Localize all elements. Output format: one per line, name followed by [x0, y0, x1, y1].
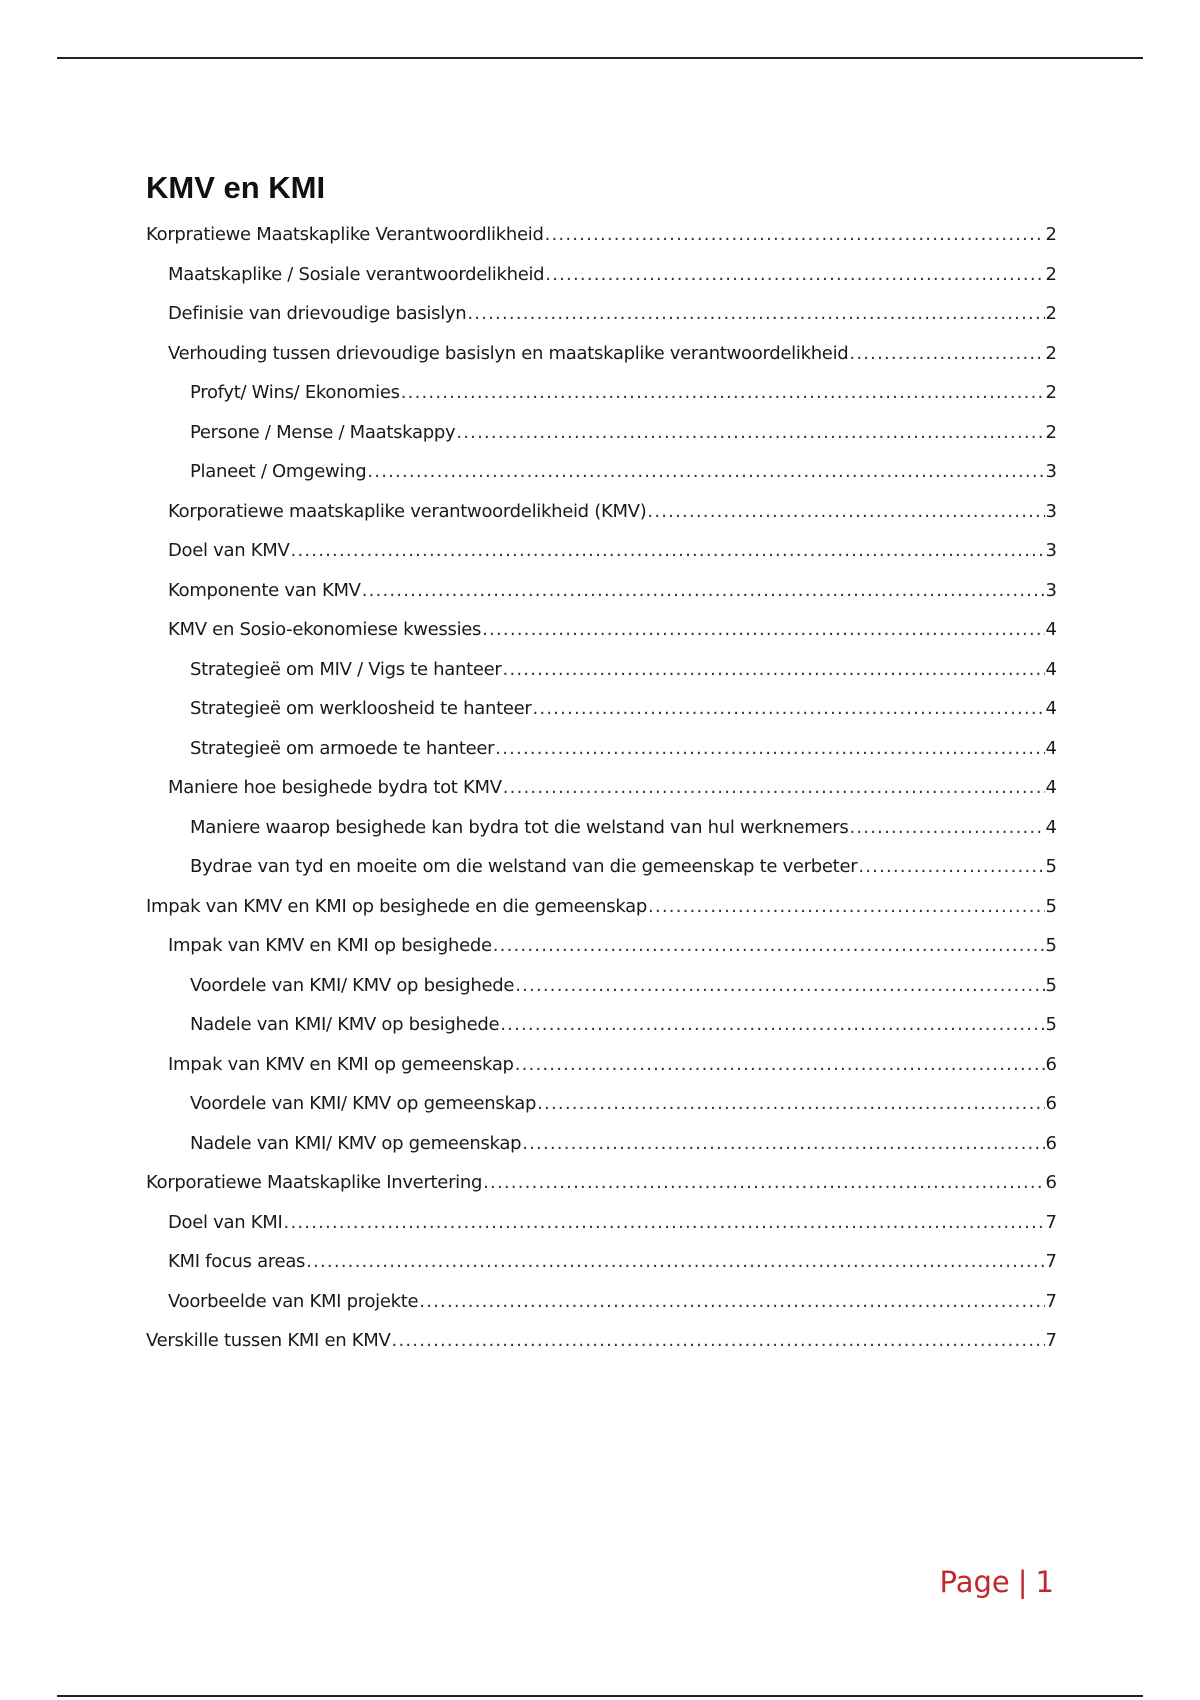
toc-entry-title: Maatskaplike / Sosiale verantwoordelikheid — [168, 263, 545, 285]
toc-dot-leader — [493, 931, 1045, 961]
toc-entry-title: Nadele van KMI/ KMV op besighede — [190, 1014, 500, 1035]
toc-entry-page-number: 3 — [1045, 579, 1057, 601]
toc-entry[interactable] — [146, 418, 1057, 458]
page-label: Page — [939, 1565, 1010, 1599]
toc-entry[interactable] — [146, 931, 1057, 971]
toc-entry-page-number: 7 — [1045, 1251, 1057, 1272]
toc-entry-page-number: 2 — [1045, 421, 1057, 443]
toc-entry[interactable] — [146, 457, 1057, 497]
toc-entry[interactable] — [146, 378, 1057, 418]
toc-entry-page-number: 4 — [1045, 619, 1057, 640]
toc-dot-leader — [849, 813, 1044, 843]
footer-rule — [57, 1695, 1143, 1697]
toc-entry-title: Impak van KMV en KMI op besighede en die gemeenskap — [146, 895, 648, 917]
toc-entry-title: Korpratiewe Maatskaplike Verantwoordlikheid — [146, 224, 544, 245]
toc-entry-page-number: 6 — [1045, 1132, 1057, 1154]
toc-entry[interactable] — [146, 1168, 1057, 1208]
toc-entry-title: Planeet / Omgewing — [190, 461, 367, 482]
toc-dot-leader — [392, 1326, 1045, 1356]
toc-dot-leader — [482, 615, 1044, 645]
toc-entry[interactable] — [146, 971, 1057, 1011]
toc-entry-title: KMV en Sosio-ekonomiese kwessies — [168, 619, 482, 640]
toc-dot-leader — [545, 260, 1044, 290]
toc-entry[interactable] — [146, 1287, 1057, 1327]
toc-entry-page-number: 7 — [1045, 1290, 1057, 1312]
toc-entry-title: Korporatiewe Maatskaplike Invertering — [146, 1172, 483, 1193]
toc-entry[interactable] — [146, 299, 1057, 339]
toc-entry-page-number: 7 — [1045, 1211, 1057, 1233]
toc-entry[interactable] — [146, 694, 1057, 734]
toc-entry-page-number: 5 — [1045, 856, 1057, 877]
toc-entry-page-number: 7 — [1045, 1330, 1057, 1351]
toc-entry[interactable] — [146, 734, 1057, 774]
page-separator: | — [1017, 1565, 1028, 1599]
toc-entry-page-number: 6 — [1045, 1093, 1057, 1114]
toc-entry-page-number: 4 — [1045, 777, 1057, 798]
toc-entry-title: Strategieë om werkloosheid te hanteer — [190, 698, 532, 719]
toc-entry-title: Nadele van KMI/ KMV op gemeenskap — [190, 1132, 522, 1154]
toc-dot-leader — [515, 1050, 1045, 1080]
toc-entry-page-number: 4 — [1045, 658, 1057, 680]
toc-entry-title: Voordele van KMI/ KMV op gemeenskap — [190, 1093, 537, 1114]
toc-dot-leader — [306, 1247, 1044, 1277]
toc-entry[interactable] — [146, 1247, 1057, 1287]
toc-entry-title: Strategieë om armoede te hanteer — [190, 737, 495, 759]
toc-entry-page-number: 2 — [1045, 382, 1057, 403]
toc-entry[interactable] — [146, 339, 1057, 379]
toc-entry-page-number: 2 — [1045, 342, 1057, 364]
toc-dot-leader — [545, 220, 1045, 250]
toc-entry-title: Verskille tussen KMI en KMV — [146, 1330, 391, 1351]
toc-entry[interactable] — [146, 813, 1057, 853]
toc-entry[interactable] — [146, 1050, 1057, 1090]
toc-entry-title: Maniere waarop besighede kan bydra tot die welstand van hul werknemers — [190, 816, 849, 838]
toc-entry-page-number: 3 — [1045, 461, 1057, 482]
toc-dot-leader — [401, 378, 1045, 408]
toc-dot-leader — [503, 773, 1045, 803]
toc-entry-title: Bydrae van tyd en moeite om die welstand van die gemeenskap te verbeter — [190, 856, 858, 877]
toc-dot-leader — [500, 1010, 1044, 1040]
toc-entry-title: Voordele van KMI/ KMV op besighede — [190, 974, 515, 996]
toc-entry-page-number: 2 — [1045, 224, 1057, 245]
toc-dot-leader — [647, 497, 1044, 527]
toc-entry-page-number: 3 — [1045, 540, 1057, 561]
toc-entry-title: Persone / Mense / Maatskappy — [190, 421, 456, 443]
toc-entry-title: Profyt/ Wins/ Ekonomies — [190, 382, 400, 403]
toc-entry-page-number: 4 — [1045, 737, 1057, 759]
toc-entry[interactable] — [146, 497, 1057, 537]
toc-entry-title: Impak van KMV en KMI op besighede — [168, 935, 492, 956]
toc-entry-page-number: 2 — [1045, 263, 1057, 285]
toc-dot-leader — [284, 1208, 1045, 1238]
toc-entry-page-number: 4 — [1045, 816, 1057, 838]
toc-entry[interactable] — [146, 1129, 1057, 1169]
toc-entry-title: Impak van KMV en KMI op gemeenskap — [168, 1053, 514, 1075]
toc-entry-page-number: 6 — [1045, 1053, 1057, 1075]
document-title: KMV en KMI — [146, 170, 326, 205]
toc-dot-leader — [522, 1129, 1044, 1159]
toc-dot-leader — [537, 1089, 1044, 1119]
toc-dot-leader — [849, 339, 1044, 369]
toc-entry-title: Doel van KMI — [168, 1211, 283, 1233]
toc-dot-leader — [291, 536, 1045, 566]
toc-entry-title: Voorbeelde van KMI projekte — [168, 1290, 419, 1312]
toc-entry[interactable] — [146, 536, 1057, 576]
page-number: 1 — [1035, 1565, 1054, 1599]
toc-dot-leader — [515, 971, 1044, 1001]
toc-entry-page-number: 3 — [1045, 500, 1057, 522]
table-of-contents — [146, 220, 1057, 1366]
toc-entry[interactable] — [146, 1010, 1057, 1050]
toc-entry-page-number: 6 — [1045, 1172, 1057, 1193]
toc-dot-leader — [648, 892, 1045, 922]
toc-dot-leader — [532, 694, 1044, 724]
toc-entry[interactable] — [146, 220, 1057, 260]
toc-dot-leader — [483, 1168, 1044, 1198]
toc-entry[interactable] — [146, 615, 1057, 655]
header-rule — [57, 57, 1143, 59]
toc-entry-title: Korporatiewe maatskaplike verantwoordelikheid (KMV) — [168, 500, 647, 522]
toc-entry[interactable] — [146, 260, 1057, 300]
toc-entry-page-number: 5 — [1045, 935, 1057, 956]
toc-entry-page-number: 5 — [1045, 974, 1057, 996]
toc-dot-leader — [456, 418, 1044, 448]
toc-entry-title: Definisie van drievoudige basislyn — [168, 303, 467, 324]
toc-entry-title: KMI focus areas — [168, 1251, 306, 1272]
toc-dot-leader — [367, 457, 1044, 487]
toc-entry-page-number: 5 — [1045, 895, 1057, 917]
toc-entry[interactable] — [146, 1208, 1057, 1248]
toc-entry-title: Verhouding tussen drievoudige basislyn en maatskaplike verantwoordelikheid — [168, 342, 849, 364]
toc-entry[interactable] — [146, 773, 1057, 813]
toc-dot-leader — [495, 734, 1044, 764]
toc-entry-page-number: 4 — [1045, 698, 1057, 719]
toc-dot-leader — [858, 852, 1044, 882]
toc-entry-title: Maniere hoe besighede bydra tot KMV — [168, 777, 502, 798]
toc-entry-page-number: 5 — [1045, 1014, 1057, 1035]
toc-dot-leader — [503, 655, 1045, 685]
toc-entry[interactable] — [146, 576, 1057, 616]
toc-entry[interactable] — [146, 655, 1057, 695]
toc-dot-leader — [362, 576, 1045, 606]
toc-entry[interactable] — [146, 852, 1057, 892]
toc-entry[interactable] — [146, 1089, 1057, 1129]
toc-entry[interactable] — [146, 1326, 1057, 1366]
toc-dot-leader — [419, 1287, 1044, 1317]
toc-entry-title: Komponente van KMV — [168, 579, 361, 601]
toc-entry[interactable] — [146, 892, 1057, 932]
toc-dot-leader — [467, 299, 1044, 329]
page-footer — [940, 1564, 1054, 1600]
toc-entry-title: Doel van KMV — [168, 540, 290, 561]
toc-entry-title: Strategieë om MIV / Vigs te hanteer — [190, 658, 502, 680]
toc-entry-page-number: 2 — [1045, 303, 1057, 324]
